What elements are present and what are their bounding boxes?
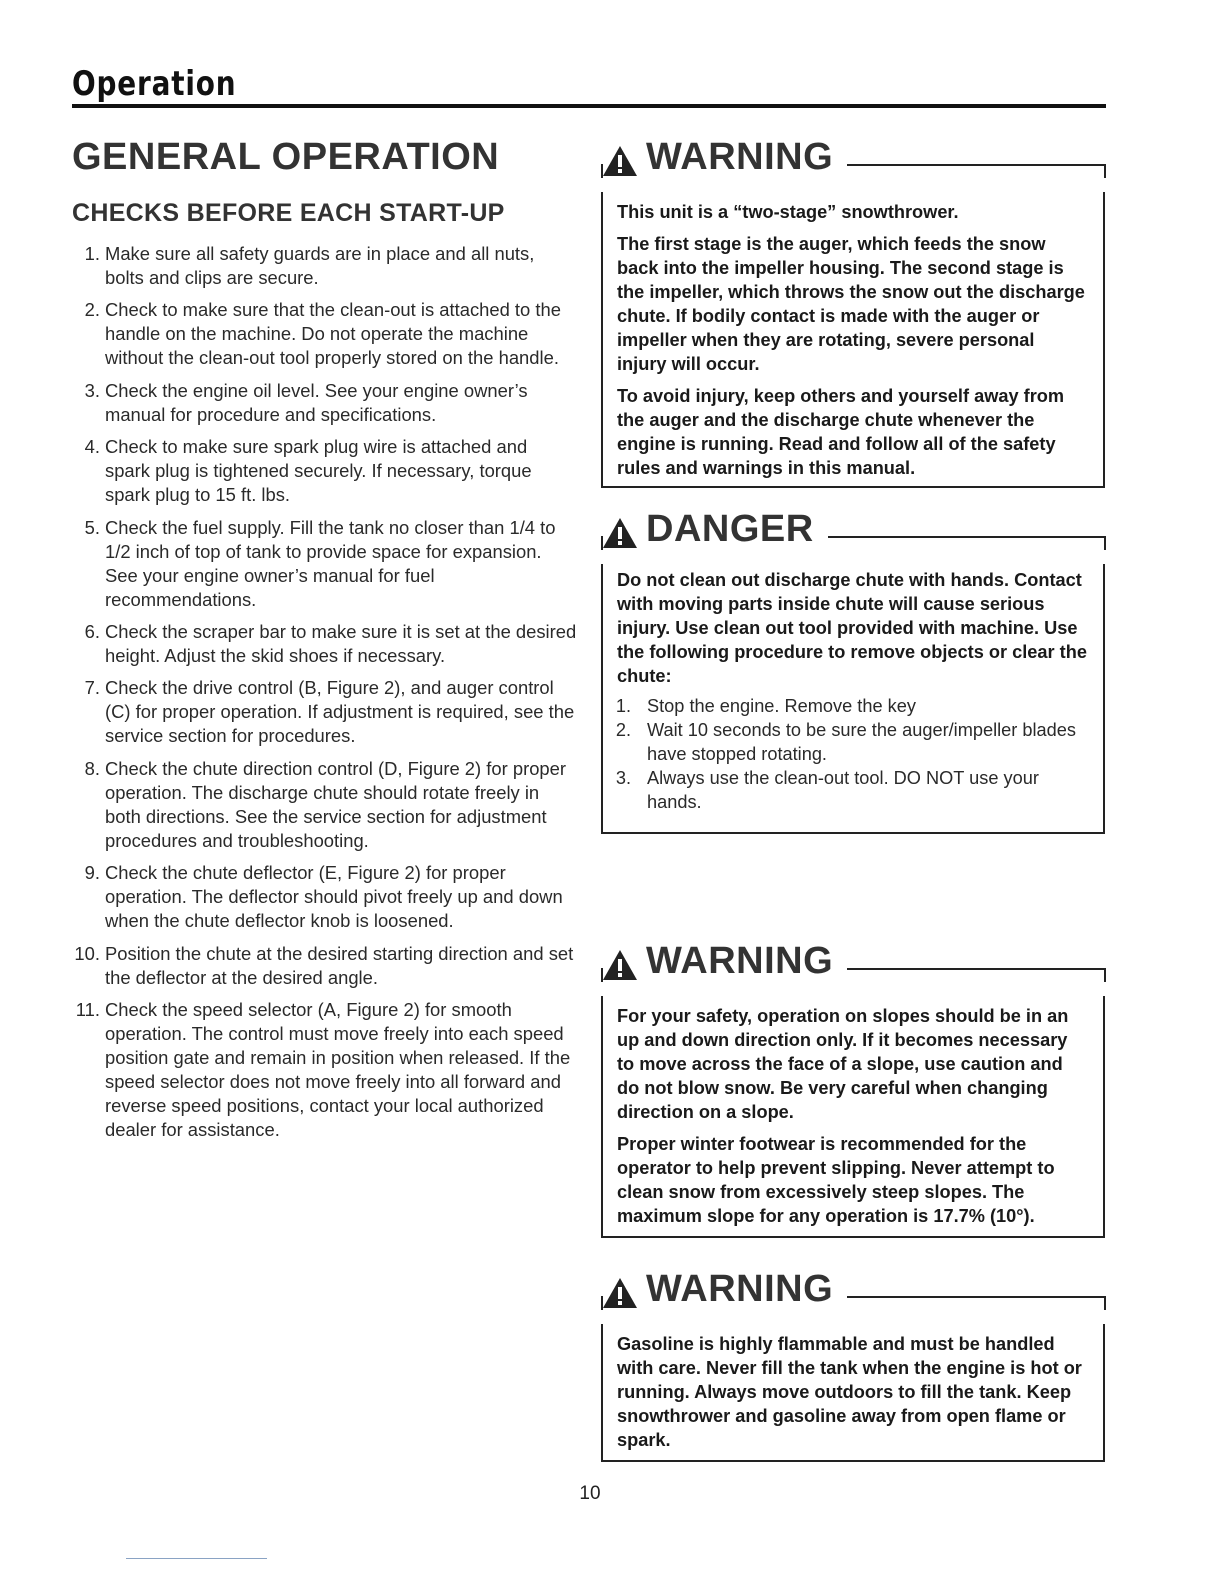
danger-box [601,544,1105,834]
list-item [72,757,577,853]
list-item [72,298,577,370]
item-number: 1 . [72,242,100,266]
list-item [617,718,1089,766]
item-text: Check the fuel supply. Fill the tank no closer than 1/4 to 1/2 inch of top of tank to provide space for expansion. See your engine owner’s manual for fuel recommendations. [105,516,556,610]
list-item [72,379,577,427]
warning-paragraph: This unit is a “two-stage” snowthrower. [617,202,959,222]
item-number: 9 . [72,861,100,885]
item-text: Check the chute direction control (D, Figure 2) for proper operation. The discharge chute should rotate freely in both directions. See the service section for adjustment procedures and troubleshooting. [105,757,566,851]
item-text: Wait 10 seconds to be sure the auger/impeller blades have stopped rotating. [647,720,1076,764]
list-item [72,620,577,668]
page-title: GENERAL OPERATION [72,136,500,178]
section-header: Operation [72,64,237,104]
warning-paragraph: The first stage is the auger, which feeds the snow back into the impeller housing. The second stage is the impeller, which throws the snow out the discharge chute. If bodily contact is made with the auger or impeller when they are rotating, severe personal injury will occur. [617,234,1085,374]
list-item [72,942,577,990]
item-number: 10 . [72,942,100,966]
list-item [72,676,577,748]
warning-triangle-icon [602,516,638,550]
danger-steps [617,694,1089,814]
list-item [72,242,577,290]
list-item [617,694,1089,718]
item-number: 6 . [72,620,100,644]
item-number: 4 . [72,435,100,459]
footer-rule [126,1558,267,1559]
page-number: 10 [579,1483,601,1504]
warning-triangle-icon [602,948,638,982]
list-item [72,435,577,507]
danger-header [594,508,1106,564]
warning-paragraph: For your safety, operation on slopes should be in an up and down direction only. If it becomes necessary to move across the face of a slope, use caution and do not blow snow. Be very careful when changing direction on a slope. [617,1006,1069,1122]
danger-paragraph: Do not clean out discharge chute with hands. Contact with moving parts inside chute will cause serious injury. Use clean out tool provided with machine. Use the following procedure to remove objects or clear the chute: [617,570,1087,686]
item-text: Check the scraper bar to make sure it is set at the desired height. Adjust the skid shoes if necessary. [105,620,577,666]
warning-box-slopes [601,968,1105,1238]
list-item [72,998,577,1142]
item-number: 1 . [609,694,631,718]
warning-paragraph: To avoid injury, keep others and yourself away from the auger and the discharge chute whenever the engine is running. Read and follow all of the safety rules and warnings in this manual. [617,386,1065,478]
warning-paragraph: Proper winter footwear is recommended for the operator to help prevent slipping. Never attempt to clean snow from excessively steep slopes. The maximum slope for any operation is 17.7% (10°). [617,1134,1055,1226]
warning-label: WARNING [646,940,847,983]
header-rule [72,104,1106,108]
item-number: 5 . [72,516,100,540]
warning-box-two-stage [601,172,1105,488]
list-item [72,861,577,933]
item-number: 11 . [72,998,100,1022]
warning-header [594,1268,1106,1324]
item-text: Check the drive control (B, Figure 2), and auger control (C) for proper operation. If adjustment is required, see the service section for procedures. [105,677,575,747]
warning-paragraph: Gasoline is highly flammable and must be handled with care. Never fill the tank when the engine is hot or running. Always move outdoors to fill the tank. Keep snowthrower and gasoline away from open flame or spark. [617,1334,1082,1450]
section-subtitle: CHECKS BEFORE EACH START-UP [72,199,505,227]
warning-triangle-icon [602,1276,638,1310]
item-number: 2 . [609,718,631,742]
list-item [72,516,577,612]
item-text: Check to make sure spark plug wire is attached and spark plug is tightened securely. If necessary, torque spark plug to 15 ft. lbs. [105,436,532,506]
item-number: 3 . [609,766,631,790]
warning-label: WARNING [646,1268,847,1311]
warning-label: WARNING [646,136,847,179]
startup-checklist [72,242,577,1150]
item-number: 2 . [72,298,100,322]
list-item [617,766,1089,814]
item-number: 7 . [72,676,100,700]
item-number: 3 . [72,379,100,403]
item-text: Position the chute at the desired starting direction and set the deflector at the desired angle. [105,942,574,988]
item-text: Always use the clean-out tool. DO NOT use your hands. [647,768,1039,812]
warning-triangle-icon [602,144,638,178]
warning-header [594,940,1106,996]
item-text: Stop the engine. Remove the key [647,696,916,716]
warning-header [594,136,1106,192]
item-text: Make sure all safety guards are in place and all nuts, bolts and clips are secure. [105,243,535,288]
item-number: 8 . [72,757,100,781]
item-text: Check the engine oil level. See your engine owner’s manual for procedure and specifications. [105,379,528,425]
danger-label: DANGER [646,508,828,551]
item-text: Check the speed selector (A, Figure 2) for smooth operation. The control must move freely into each speed position gate and remain in position when released. If the speed selector does not move freely into all forward and reverse speed positions, contact your local authorized dealer for assistance. [105,998,571,1140]
item-text: Check the chute deflector (E, Figure 2) for proper operation. The deflector should pivot freely up and down when the chute deflector knob is loosened. [105,862,563,932]
item-text: Check to make sure that the clean-out is attached to the handle on the machine. Do not operate the machine without the clean-out tool properly stored on the handle. [105,299,561,369]
